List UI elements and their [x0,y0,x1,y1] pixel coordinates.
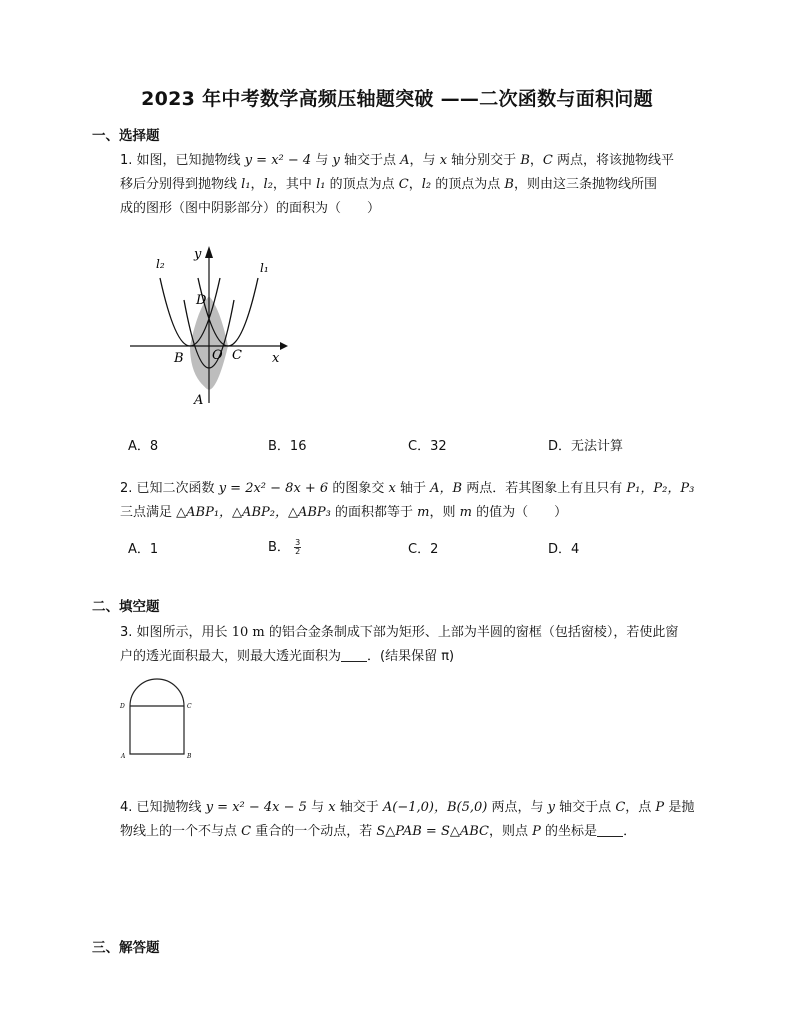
var: P [655,800,665,815]
text: 两点，将该抛物线平 [557,153,675,168]
text: ，其中 [272,177,312,192]
y-axis-arrow [205,246,213,258]
q2-line-1 [120,478,694,500]
var: l₂ [421,177,432,192]
denominator: 2 [295,547,301,556]
text: 重合的一个动点，若 [255,824,373,839]
q1-line-1 [120,150,674,172]
text: ，则点 [489,824,529,839]
text: 轴于 [400,481,427,496]
text: 如图，已知抛物线 [136,153,241,168]
var: A，B [430,481,463,496]
var: m [417,505,430,520]
label-A: A [121,753,126,760]
fraction [294,539,301,556]
equation: y = x² − 4x − 5 [205,800,307,815]
text: 的值为（ ） [476,505,568,520]
q3-line-1 [120,622,678,644]
text: ． [623,824,637,839]
text: 与 [311,800,325,815]
section-heading-solve: 三、解答题 [92,940,160,956]
label-l1: l₁ [260,261,269,275]
label-D: D [120,703,125,710]
var: x [388,481,396,496]
label-B: B [174,351,184,366]
q2-option-d[interactable]: D．4 [548,542,580,557]
text: 移后分别得到抛物线 [120,177,238,192]
q1-parabola-figure [120,238,300,414]
text: 物线上的一个不与点 [120,824,238,839]
var: B [520,153,530,168]
text: 的图象交 [332,481,385,496]
text: 的坐标是 [545,824,598,839]
q3-line-2 [120,646,454,668]
var: A [400,153,410,168]
text: ，与 [409,153,436,168]
var: l₁ [316,177,326,192]
numerator: 3 [295,538,301,547]
window-frame [130,679,184,754]
label-y: y [194,247,202,262]
var: l₂ [263,177,273,192]
var: P [532,824,541,839]
question-number: 2. [120,481,133,496]
text: 轴分别交于 [451,153,517,168]
question-number: 3. [120,625,133,640]
var: B [504,177,514,192]
answer-blank[interactable] [341,649,367,662]
equation: y = 2x² − 8x + 6 [218,481,329,496]
text: 如图所示，用长 [136,625,228,640]
x-axis-arrow [280,342,288,350]
q1-line-3: 成的图形（图中阴影部分）的面积为（ ） [120,201,381,216]
var: C [542,153,553,168]
var: y [332,153,340,168]
text: 轴交于点 [559,800,612,815]
q1-option-a[interactable]: A．8 [128,439,159,454]
text: ，点 [625,800,652,815]
question-number: 1. [120,153,133,168]
var: C [615,800,626,815]
q1-option-d[interactable]: D．无法计算 [548,439,624,454]
q4-line-2 [120,821,636,843]
length: 10 m [231,625,265,640]
text: 轴交于 [339,800,379,815]
label-O: O [212,348,223,363]
text: 轴交于点 [343,153,396,168]
triangles: △ABP₁，△ABP₂，△ABP₃ [176,505,331,520]
var: C [241,824,252,839]
q2-line-2 [120,502,567,524]
q2-option-b[interactable] [268,536,301,556]
text: 三点满足 [120,505,173,520]
label-D: D [196,293,207,308]
text: ， [250,177,264,192]
area-condition: S△PAB = S△ABC [376,824,489,839]
var: C [398,177,409,192]
text: 的顶点为点 [329,177,395,192]
text: 两点．若其图象上有且只有 [466,481,623,496]
var: y [547,800,556,815]
q2-option-a[interactable]: A．1 [128,542,159,557]
text: 的铝合金条制成下部为矩形、上部为半圆的窗框（包括窗棱），若使此窗 [268,625,679,640]
text: 户的透光面积最大，则最大透光面积为 [120,649,342,664]
label-l2: l₂ [156,257,165,271]
q4-line-1 [120,797,694,819]
text: 的顶点为点 [435,177,501,192]
text: ， [408,177,422,192]
text: ．(结果保留 π) [367,649,455,664]
label-C: C [232,348,242,363]
section-heading-fill: 二、填空题 [92,599,160,615]
text: 两点，与 [491,800,544,815]
section-heading-choice: 一、选择题 [92,128,160,144]
q2-option-c[interactable]: C．2 [408,542,439,557]
text: 的面积都等于 [335,505,414,520]
var: x [328,800,336,815]
q1-line-2 [120,174,657,196]
var: x [439,153,448,168]
q1-option-c[interactable]: C．32 [408,439,447,454]
page-title: 2023 年中考数学高频压轴题突破 ——二次函数与面积问题 [141,88,653,110]
answer-blank[interactable] [597,824,623,837]
label-x: x [272,351,280,366]
text: 已知二次函数 [136,481,215,496]
label-A: A [194,393,204,408]
label-C: C [187,703,192,710]
text: ，则 [429,505,456,520]
text: ， [529,153,543,168]
text: 与 [315,153,329,168]
var: P₁，P₂，P₃ [626,481,695,496]
question-number: 4. [120,800,133,815]
q1-option-b[interactable]: B．16 [268,439,307,454]
equation: y = x² − 4 [244,153,312,168]
text: 已知抛物线 [136,800,202,815]
option-label: B． [268,540,290,555]
text: ，则由这三条抛物线所围 [513,177,657,192]
q3-window-figure [118,676,190,762]
text: 是抛 [668,800,695,815]
points: A(−1,0)，B(5,0) [382,800,488,815]
var: l₁ [241,177,251,192]
label-B: B [187,753,192,760]
var: m [459,505,472,520]
